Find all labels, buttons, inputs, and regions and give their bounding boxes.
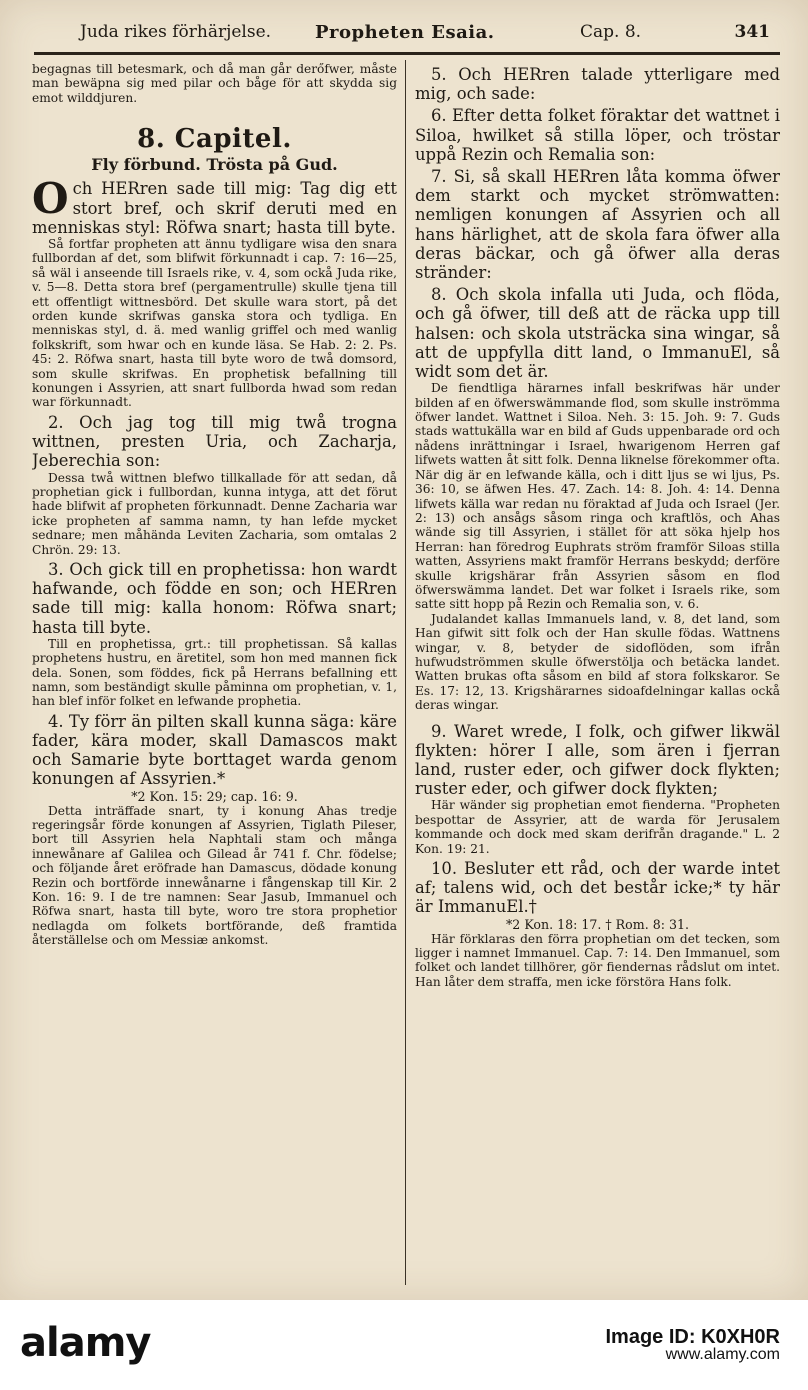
continuation-text: begagnas till betesmark, och då man går derőfwer, måste man bewäpna sig med pilar och båge för att skydda sig emot wilddjuren.: [32, 62, 397, 105]
verse-6: 6. Efter detta folket föraktar det wattnet i Siloa, hwilket så stilla löper, och tröstar uppå Rezin och Remalia son:: [415, 106, 780, 164]
verse-5: 5. Och HERren talade ytterligare med mig, och sade:: [415, 65, 780, 104]
running-head-chapter: Cap. 8.: [580, 22, 642, 42]
verse-3: 3. Och gick till en prophetissa: hon wardt hafwande, och födde en son; och HERren sade till mig: kalla honom: Röfwa snart; hasta till byte.: [32, 559, 397, 637]
page-number: 341: [734, 22, 770, 42]
verse-1-block: [32, 174, 397, 237]
note-9: Här wänder sig prophetian emot fienderna. "Propheten bespottar de Assyrier, att de warda för Jerusalem kommande och dock med skam derifrån dragande." L. 2 Kon. 19: 21.: [415, 798, 780, 856]
chapter-title: 8. Capitel.: [137, 124, 292, 155]
note-8b: Judalandet kallas Immanuels land, v. 8, det land, som Han gifwit sitt folk och der Han skulle födas. Wattnens wingar, v. 8, betyder de sidoflöden, som ifrån hufwudströmmen skulle öfwerstölja och betäcka landet. Watten brukas ofta såsom en bild af stora folkskaror. Se Es. 17: 12, 13. Krigshärarnes sidoafdelningar kallas ockå deras wingar.: [415, 611, 780, 713]
chapter-subtitle: Fly förbund. Trösta på Gud.: [91, 155, 338, 175]
right-column: [415, 62, 780, 1292]
note-1: Så fortfar propheten att ännu tydligare wisa den snara fullbordan af det, som blifwit förkunnadt i cap. 7: 16—25, så wäl i anseende till Israels rike, v. 4, som ockå Juda rike, v. 5—8. Detta stora bref (pergamentrulle) skulle tjena till ett offentligt wittnesbörd. Det skulle wara stort, på det orden kunde skrifwas ganska stora och tydliga. En menniskas styl, d. ä. med wanlig griffel och med wanlig folkskrift, som hwar och en kunde läsa. Se Hab. 2: 2. Ps. 45: 2. Röfwa snart, hasta till byte woro de twå domsord, som skulle skrifwas. En prophetisk befallning till konungen i Assyrien, att snart fullborda hwad som redan war förkunnadt.: [32, 237, 397, 410]
verse-8: 8. Och skola infalla uti Juda, och flöda, och gå öfwer, till deß att de räcka upp till halsen: och skola utsträcka sina wingar, så att de uppfylla ditt land, o ImmanuEl, så widt som det är.: [415, 285, 780, 382]
verse-1: ch HERren sade till mig: Tag dig ett stort bref, och skrif deruti med en menniskas styl: Röfwa snart; hasta till byte.: [32, 179, 397, 237]
verse-10: 10. Besluter ett råd, och der warde intet af; talens wid, och det består icke;* ty här är ImmanuEl.†: [415, 859, 780, 917]
note-10: Här förklaras den förra prophetian om det tecken, som ligger i namnet Immanuel. Cap. 7: 14. Den Immanuel, som folket och landet tillhörer, gör fiendernas rådslut om intet. Han låter dem straffa, men icke förstöra Hans folk.: [415, 931, 780, 989]
image-id: Image ID: K0XH0R: [605, 1326, 780, 1348]
drop-cap: O: [32, 174, 69, 224]
spacer: [415, 713, 780, 719]
site-url: www.alamy.com: [665, 1346, 780, 1363]
running-head-title: Propheten Esaia.: [315, 22, 495, 43]
verse-2: 2. Och jag tog till mig twå trogna wittnen, presten Uria, och Zacharja, Jeberechia son:: [32, 412, 397, 471]
stock-credit-bar: [0, 1300, 808, 1390]
left-column: [32, 62, 397, 1292]
running-head: [40, 22, 780, 52]
running-head-left: Juda rikes förhärjelse.: [80, 22, 272, 42]
reference-4: *2 Kon. 15: 29; cap. 16: 9.: [131, 788, 298, 804]
reference-10: *2 Kon. 18: 17. † Rom. 8: 31.: [506, 916, 689, 932]
verse-7: 7. Si, så skall HERren låta komma öfwer dem starkt och mycket strömwatten: nemligen konungen af Assyrien och all hans härlighet, att de skola fara öfwer alla deras bäckar, och gå öfwer alla deras stränder:: [415, 167, 780, 283]
column-divider: [405, 60, 406, 1285]
header-rule: [34, 52, 780, 55]
alamy-logo: alamy: [20, 1320, 151, 1366]
verse-4: 4. Ty förr än pilten skall kunna säga: käre fader, kära moder, skall Damascos makt och Samarie byte borttaget warda genom konungen af Assyrien.*: [32, 711, 397, 789]
verse-9: 9. Waret wrede, I folk, och gifwer likwäl flykten: hörer I alle, som ären i fjerran land, ruster eder, och gifwer dock flykten; ruster eder, och gifwer dock flykten;: [415, 721, 780, 799]
image-id-block: [606, 1328, 781, 1364]
note-3: Till en prophetissa, grt.: till prophetissan. Så kallas prophetens hustru, en äretitel, som hon med mannen fick dela. Sonen, som föddes, fick på Herrans befallning ett namn, som beständigt skulle påminna om prophetian, v. 1, han blef inför folket en lefwande prophetia.: [32, 636, 397, 709]
note-8a: De fiendtliga härarnes infall beskrifwas här under bilden af en öfwerswämmande flod, som skulle inströmma öfwer landet. Wattnet i Siloa. Neh. 3: 15. Joh. 9: 7. Guds stads wattukälla war en bild af Guds uppenbarade ord och nådens inrättningar i Israel, hwarigenom Herren gaf lifwets watten åt sitt folk. Denna liknelse förekommer ofta. När dig är en lefwande källa, och i ditt ljus se wi ljus, Ps. 36: 10, se äfwen Hes. 47. Zach. 14: 8. Joh. 4: 14. Denna lifwets källa war redan nu föraktad af Juda och Israel (Jer. 2: 13) och ansågs såsom ringa och kraftlös, och Ahas wände sig till Assyrien, i stället för att söka hjelp hos Herran: han föredrog Euphrats ström framför Siloas stilla watten, Assyriens makt framför Herrans beskydd; derföre skulle krigshärar från Assyrien såsom en flod öfwerswämma landet. Det war folket i Israels rike, som satte sitt hopp på Rezin och Remalia son, v. 6.: [415, 381, 780, 612]
note-2: Dessa twå wittnen blefwo tillkallade för att sedan, då prophetian gick i fullbordan, kunna intyga, att det förut hade blifwit af propheten förkunnadt. Denne Zacharia war icke propheten af samma namn, ty han lefde mycket sednare; men måhända Leviten Zacharia, som omtalas 2 Chrön. 29: 13.: [32, 470, 397, 557]
note-4: Detta inträffade snart, ty i konung Ahas tredje regeringsår förde konungen af Assyrien, Tiglath Pileser, bort till Assyrien hela Naphtali stam och många innewånare af Galilea och Gilead år 741 f. Chr. födelse; och följande året eröfrade han Damascus, dödade konung Rezin och bortförde innewånarne i fångenskap till Kir. 2 Kon. 16: 9. I de tre namnen: Sear Jasub, Immanuel och Röfwa snart, hasta till byte, woro tre stora prophetior nedlagda om folkets bortförande, deß framtida återställelse och om Messiæ ankomst.: [32, 803, 397, 948]
